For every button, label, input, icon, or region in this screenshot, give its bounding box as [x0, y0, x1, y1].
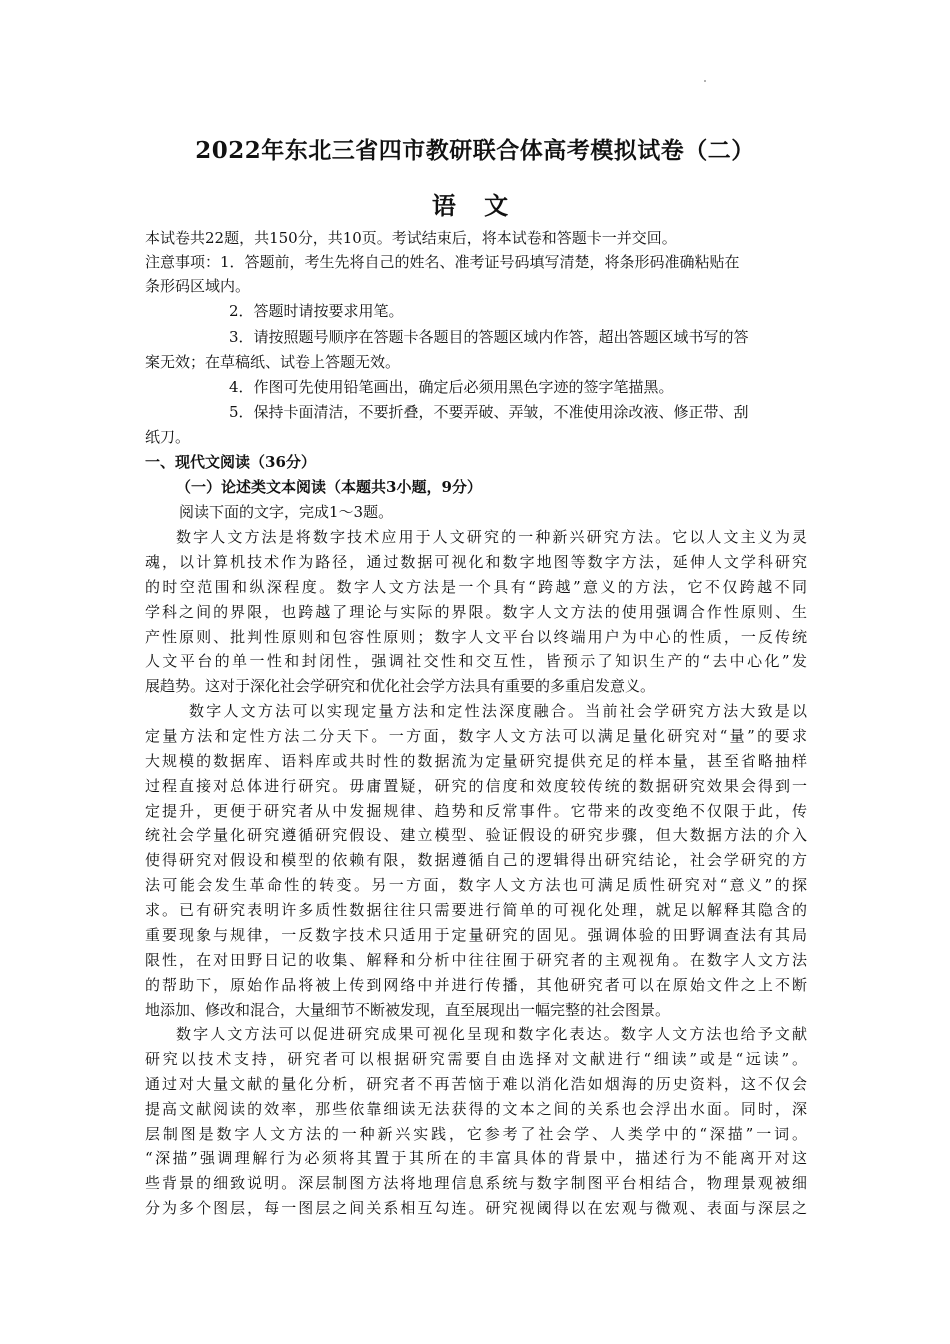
paragraph-line: 些背景的细致说明。深层制图方法将地理信息系统与数字制图平台相结合，物理景观被细 [145, 1174, 807, 1193]
note-2: 2．答题时请按要求用笔。 [229, 302, 404, 320]
paragraph-line: 地添加、修改和混合，大量细节不断被发现，直至展现出一幅完整的社会图景。 [145, 1000, 671, 1019]
paragraph-2 [145, 699, 807, 1023]
paragraph-line: 数字人文方法可以实现定量方法和定性法深度融合。当前社会学研究方法大致是以 [189, 702, 807, 720]
paragraph-line: 大规模的数据库、语料库或共时性的数据流为定量研究提供充足的样本量，甚至省略抽样 [145, 751, 807, 770]
reading-instruction: 阅读下面的文字，完成1～3题。 [179, 503, 394, 521]
paragraph-line: 限性，在对田野日记的收集、解释和分析中往往囿于研究者的主观视角。在数字人文方法 [145, 950, 807, 969]
paragraph-line: 求。已有研究表明许多质性数据往往只需要进行简单的可视化处理，就足以解释其隐含的 [145, 901, 807, 920]
paragraph-3 [145, 1022, 807, 1221]
paragraph-line: 统社会学量化研究遵循研究假设、建立模型、验证假设的研究步骤，但大数据方法的介入 [145, 826, 807, 845]
paragraph-line: 的时空范围和纵深程度。数字人文方法是一个具有“跨越”意义的方法，它不仅跨越不同 [145, 577, 807, 596]
paragraph-line: 产性原则、批判性原则和包容性原则；数字人文平台以终端用户为中心的性质，一反传统 [145, 627, 807, 646]
note-4: 4．作图可先使用铅笔画出，确定后必须用黑色字迹的签字笔描黑。 [229, 378, 674, 396]
note-3-line-2: 案无效；在草稿纸、试卷上答题无效。 [145, 353, 401, 371]
exam-title: 2022年东北三省四市教研联合体高考模拟试卷（二） [195, 137, 755, 164]
scan-dot [704, 80, 706, 82]
paragraph-line: 定量方法和定性方法二分天下。一方面，数字人文方法可以满足量化研究对“量”的要求 [145, 726, 807, 745]
paragraph-line: 的帮助下，原始作品将被上传到网络中并进行传播，其他研究者可以在原始文件之上不断 [145, 975, 807, 994]
section-heading: 一、现代文阅读（36分） [145, 453, 316, 471]
paragraph-line: 重要现象与规律，一反数字技术只适用于定量研究的固见。强调体验的田野调查法有其局 [145, 926, 807, 945]
note-3-line-1: 3．请按照题号顺序在答题卡各题目的答题区域内作答，超出答题区域书写的答 [229, 328, 749, 346]
paragraph-line: 提高文献阅读的效率，那些依靠细读无法获得的文本之间的关系也会浮出水面。同时，深 [145, 1099, 807, 1118]
paragraph-line: 过程直接对总体进行研究。毋庸置疑，研究的信度和效度较传统的数据研究效果会得到一 [145, 776, 807, 795]
note-5-line-2: 纸刀。 [145, 428, 191, 446]
paragraph-line: 数字人文方法可以促进研究成果可视化呈现和数字化表达。数字人文方法也给予文献 [176, 1025, 807, 1043]
paragraph-line: “深描”强调理解行为必须将其置于其所在的丰富具体的背景中，描述行为不能离开对这 [145, 1149, 807, 1168]
note-1-line-1: 注意事项：1．答题前，考生先将自己的姓名、准考证号码填写清楚，将条形码准确粘贴在 [145, 253, 740, 271]
paragraph-line: 使得研究对假设和模型的依赖有限，数据遵循自己的逻辑得出研究结论，社会学研究的方 [145, 851, 807, 870]
subject-title: 语 文 [431, 191, 519, 220]
subsection-heading: （一）论述类文本阅读（本题共3小题，9分） [176, 478, 482, 496]
exam-intro: 本试卷共22题，共150分，共10页。考试结束后，将本试卷和答题卡一并交回。 [145, 229, 677, 247]
paragraph-line: 人文平台的单一性和封闭性，强调社交性和交互性，皆预示了知识生产的“去中心化”发 [145, 652, 807, 671]
paragraph-line: 魂，以计算机技术作为路径，通过数据可视化和数字地图等数字方法，延伸人文学科研究 [145, 552, 807, 571]
paragraph-line: 法可能会发生革命性的转变。另一方面，数字人文方法也可满足质性研究对“意义”的探 [145, 876, 807, 895]
paragraph-1 [145, 525, 807, 699]
paragraph-line: 通过对大量文献的量化分析，研究者不再苦恼于难以消化浩如烟海的历史资料，这不仅会 [145, 1074, 807, 1093]
paragraph-line: 展趋势。这对于深化社会学研究和优化社会学方法具有重要的多重启发意义。 [145, 677, 656, 696]
paragraph-line: 分为多个图层，每一图层之间关系相互勾连。研究视阈得以在宏观与微观、表面与深层之 [145, 1199, 807, 1218]
note-1-line-2: 条形码区域内。 [145, 277, 251, 295]
note-5-line-1: 5．保持卡面清洁，不要折叠，不要弄破、弄皱，不准使用涂改液、修正带、刮 [229, 403, 749, 421]
paragraph-line: 定提升，更便于研究者从中发掘规律、趋势和反常事件。它带来的改变绝不仅限于此，传 [145, 801, 807, 820]
paragraph-line: 层制图是数字人文方法的一种新兴实践，它参考了社会学、人类学中的“深描”一词。 [145, 1124, 807, 1143]
paragraph-line: 研究以技术支持，研究者可以根据研究需要自由选择对文献进行“细读”或是“远读”。 [145, 1049, 807, 1068]
paragraph-line: 学科之间的界限，也跨越了理论与实际的界限。数字人文方法的使用强调合作性原则、生 [145, 602, 807, 621]
paragraph-line: 数字人文方法是将数字技术应用于人文研究的一种新兴研究方法。它以人文主义为灵 [176, 528, 807, 546]
